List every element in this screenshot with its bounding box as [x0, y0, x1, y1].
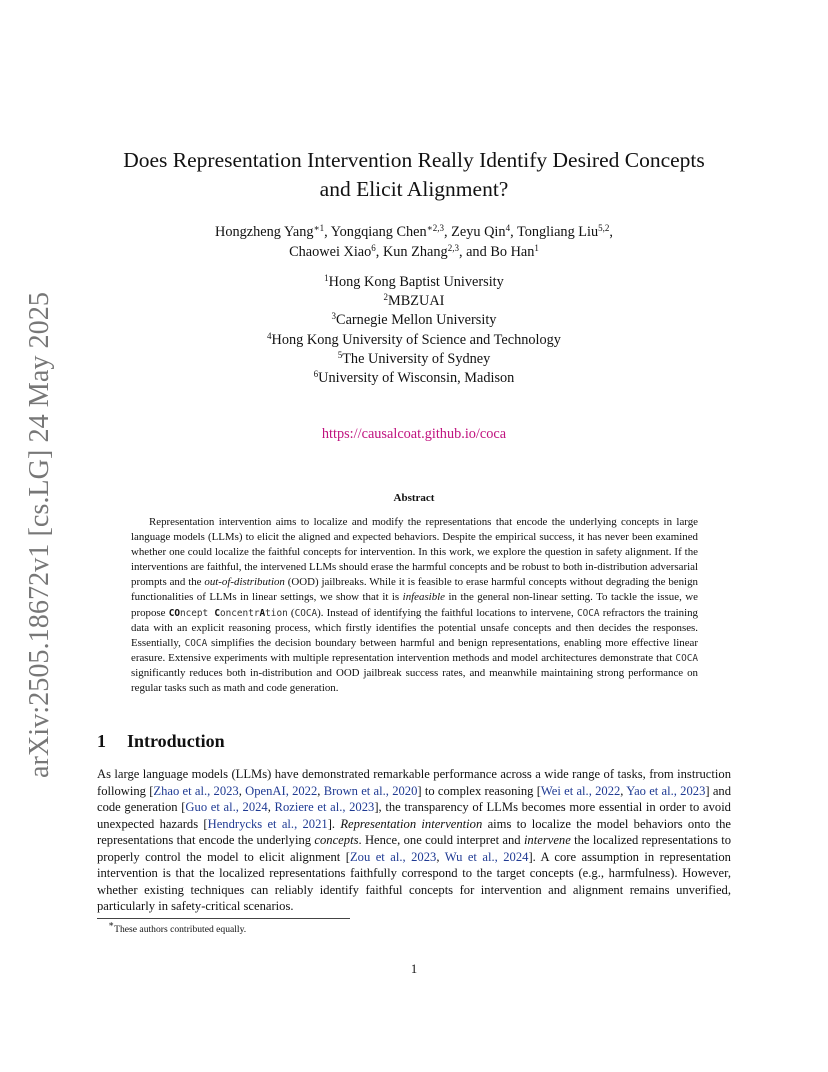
- intro-text: ]. A core assumption in representation intervention is that the localized representations faithfully correspond to the target concepts (e.g., harmfulness). However, whether existing techniques can reliably identify faithful concepts for intervention and alignment remains unverified, particularly in safety-critical scenarios.: [97, 849, 731, 913]
- section-title: Introduction: [127, 731, 225, 751]
- method-acronym: COCA: [294, 607, 318, 619]
- citation-link[interactable]: Zou et al., 2023: [349, 849, 437, 864]
- author-list: [90, 222, 738, 262]
- paper-title-line-2: and Elicit Alignment?: [319, 177, 509, 201]
- author-name: Bo Han: [490, 244, 535, 260]
- method-name-part: ncept: [179, 607, 215, 619]
- author-name: Hongzheng Yang: [215, 224, 314, 240]
- author-name: Kun Zhang: [382, 244, 448, 260]
- arxiv-stamp-text: arXiv:2505.18672v1 [cs.LG] 24 May 2025: [24, 295, 55, 778]
- section-heading: [97, 731, 225, 752]
- author-separator: ,: [444, 224, 452, 240]
- method-full-name: [169, 608, 288, 619]
- intro-text: ,: [267, 800, 275, 814]
- citation-link[interactable]: Zhao et al., 2023: [153, 783, 239, 798]
- citation-link[interactable]: OpenAI, 2022: [245, 783, 318, 798]
- intro-emphasis: intervene: [523, 833, 571, 847]
- intro-text: ].: [327, 816, 341, 831]
- affiliation-mark: 6: [313, 369, 319, 380]
- abstract-emphasis-ood: out-of-distribution: [204, 576, 285, 589]
- author-name: Yongqiang Chen: [330, 224, 427, 240]
- affiliation: [140, 350, 688, 369]
- intro-text: aims to localize the model behaviors onto the representations that encode the underlying: [97, 816, 731, 847]
- affiliation-mark: 4: [267, 330, 272, 341]
- affiliation-name: University of Wisconsin, Madison: [318, 370, 515, 387]
- citation-link[interactable]: Roziere et al., 2023: [274, 800, 375, 814]
- author-affiliation-mark: 5,2: [598, 223, 610, 233]
- author-name: Tongliang Liu: [516, 224, 599, 240]
- method-name-bold: A: [259, 607, 266, 619]
- intro-text: ] to complex reasoning [: [417, 783, 541, 798]
- abstract-heading: Abstract: [393, 492, 435, 504]
- footnote-mark: ∗: [108, 919, 115, 929]
- affiliation-list: [140, 273, 688, 388]
- author-separator: , and: [458, 244, 491, 260]
- citation-link[interactable]: Hendrycks et al., 2021: [207, 816, 328, 831]
- citation-link[interactable]: Brown et al., 2020: [323, 783, 418, 798]
- author-separator: ,: [375, 244, 383, 260]
- author-name: Chaowei Xiao: [289, 244, 372, 260]
- paper-title: [80, 146, 748, 204]
- intro-text: ,: [238, 783, 246, 798]
- footnote-divider: [97, 918, 350, 919]
- citation-link[interactable]: Guo et al., 2024: [185, 800, 268, 814]
- abstract-paragraph: [131, 515, 698, 696]
- introduction-paragraph: [97, 766, 731, 915]
- method-acronym: COCA: [576, 607, 600, 619]
- author-separator: ,: [609, 224, 613, 240]
- method-name-part: tion: [265, 607, 288, 619]
- affiliation-name: Hong Kong Baptist University: [328, 274, 504, 290]
- intro-text: ,: [620, 783, 627, 798]
- affiliation-name: MBZUAI: [388, 293, 445, 310]
- affiliation: [140, 331, 688, 350]
- abstract-emphasis-infeasible: infeasible: [402, 591, 446, 604]
- affiliation-mark: 5: [337, 349, 343, 360]
- author-affiliation-mark: ∗2,3: [426, 223, 444, 233]
- citation-link[interactable]: Wei et al., 2022: [540, 783, 621, 798]
- intro-text: ] and code generation [: [97, 783, 732, 814]
- author-affiliation-mark: ∗1: [313, 223, 325, 233]
- intro-emphasis: concepts: [314, 833, 359, 847]
- abstract-text: significantly reduces both in-distribution and OOD jailbreak success rates, and meanwhile maintaining strong performance on regular tasks such as math and code generation.: [131, 666, 698, 695]
- affiliation: [140, 273, 688, 292]
- method-acronym: COCA: [184, 637, 208, 649]
- arxiv-stamp-svg: [14, 290, 60, 780]
- abstract-text: ). Instead of identifying the faithful locations to intervene,: [317, 606, 577, 619]
- author-name: Zeyu Qin: [451, 224, 506, 240]
- author-affiliation-mark: 4: [505, 223, 511, 233]
- footnote-text: These authors contributed equally.: [114, 924, 247, 935]
- intro-text: ,: [317, 783, 324, 798]
- intro-paragraph: [97, 766, 731, 915]
- paper-title-line-1: Does Representation Intervention Really Identify Desired Concepts: [123, 148, 705, 172]
- method-name-part: oncentr: [219, 607, 260, 619]
- author-affiliation-mark: 1: [534, 243, 539, 253]
- affiliation-mark: 2: [383, 292, 389, 303]
- affiliation: [140, 369, 688, 388]
- project-url-link[interactable]: https://causalcoat.github.io/coca: [321, 426, 507, 442]
- intro-text: . Hence, one could interpret and: [358, 833, 524, 847]
- affiliation-mark: 3: [331, 311, 337, 322]
- affiliation: [140, 292, 688, 311]
- abstract-text: refractors the training data with an explicit reasoning process, which firstly identifies the potential unsafe concepts and then decides the responses. Essentially,: [131, 606, 698, 649]
- abstract-text: (: [287, 606, 295, 619]
- method-name-bold: CO: [168, 607, 180, 619]
- arxiv-identifier-stamp: [14, 290, 60, 780]
- affiliation-name: The University of Sydney: [342, 350, 491, 367]
- citation-link[interactable]: Yao et al., 2023: [626, 783, 706, 798]
- footnote: [108, 919, 247, 935]
- method-name-bold: C: [214, 607, 220, 619]
- section-number: 1: [97, 731, 106, 751]
- author-affiliation-mark: 2,3: [447, 243, 459, 253]
- abstract-text: simplifies the decision boundary between harmful and benign representations, enabling more effective linear erasure. Extensive experiments with multiple representation intervention methods and model architectures demonstrate that: [131, 636, 698, 664]
- intro-text: ], the transparency of LLMs becomes more essential in order to avoid unexpected hazards [: [97, 800, 731, 831]
- affiliation-mark: 1: [324, 273, 329, 283]
- citation-link[interactable]: Wu et al., 2024: [444, 849, 529, 864]
- abstract-body: [131, 515, 698, 696]
- author-affiliation-mark: 6: [371, 243, 376, 253]
- intro-text: As large language models (LLMs) have demonstrated remarkable performance across a wide range of tasks, from instruction following [: [97, 767, 731, 798]
- author-separator: ,: [510, 224, 517, 240]
- intro-text: ,: [436, 849, 445, 864]
- page-number: 1: [410, 962, 418, 976]
- method-acronym: COCA: [675, 652, 698, 664]
- abstract-text: (OOD) jailbreaks. While it is feasible to erase harmful concepts without degrading the benign functionalities of LLMs in linear settings, we show that it is: [131, 576, 698, 604]
- affiliation: [140, 311, 688, 330]
- intro-emphasis: Representation intervention: [340, 816, 483, 831]
- affiliation-name: Carnegie Mellon University: [336, 312, 497, 329]
- intro-text: the localized representations to properly control the model to elicit alignment [: [97, 833, 731, 864]
- abstract-text: in the general non-linear setting. To tackle the issue, we propose: [131, 591, 698, 619]
- author-separator: ,: [324, 224, 331, 240]
- abstract-text: Representation intervention aims to localize and modify the representations that encode the underlying concepts in large language models (LLMs) to elicit the aligned and expected behaviors. Despite the empirical success, it has never been examined whether one could localize the faithful concepts for intervention. In this work, we explore the question in safety alignment. If the interventions are faithful, the intervened LLMs should erase the harmful concepts and be robust to both in-distribution adversarial prompts and the: [131, 516, 698, 589]
- affiliation-name: Hong Kong University of Science and Technology: [271, 331, 561, 348]
